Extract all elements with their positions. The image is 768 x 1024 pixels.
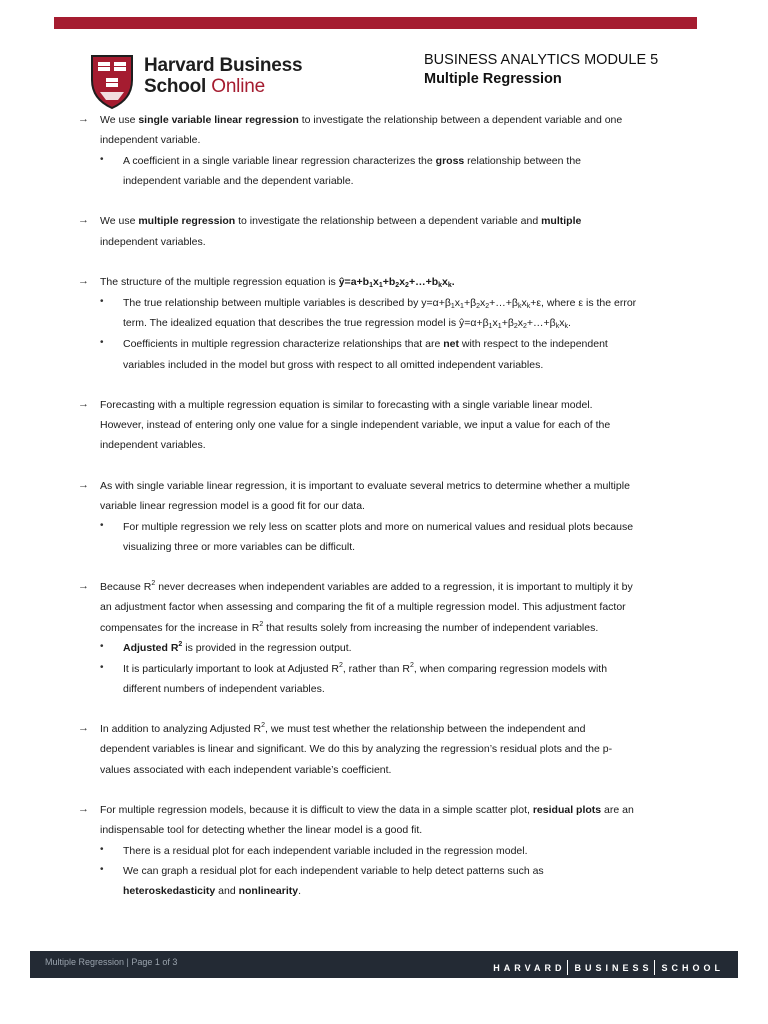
bullet-line: It is particularly important to look at Adjusted $R^2$, rather than $R^2$, when comparing regression models with [123, 662, 608, 675]
arrow-icon: → [78, 398, 89, 410]
bullet-line: term. The idealized equation that describes the true regression model is $ŷ=\alpha+\beta_1x_1+\beta_2x_2+\dots+\beta_kx_k$. [123, 317, 571, 330]
paragraph-line: As with single variable linear regression, it is important to evaluate several metrics to determine whether a multiple [100, 480, 630, 492]
bullet-icon: • [100, 296, 104, 307]
bullet-icon: • [100, 864, 104, 875]
page-footer [30, 951, 738, 978]
arrow-icon: → [78, 113, 89, 125]
page-title: Multiple Regression [424, 71, 562, 87]
bullet-icon: • [100, 844, 104, 855]
bullet-line: visualizing three or more variables can be difficult. [123, 541, 356, 553]
paragraph-line: independent variables. [100, 236, 206, 248]
bullet-line: Adjusted $R^2$ is provided in the regression output. [123, 641, 352, 654]
bullet-icon: • [100, 662, 104, 673]
bullet-icon: • [100, 641, 104, 652]
paragraph-line: dependent variables is linear and significant. We do this by analyzing the regression’s residual plots and the p- [100, 743, 613, 755]
bullet-line: independent variable and the dependent variable. [123, 175, 354, 187]
paragraph-line: We use single variable linear regression to investigate the relationship between a dependent variable and one [100, 114, 623, 126]
footer-page-info: Multiple Regression | Page 1 of 3 [45, 957, 178, 967]
paragraph-line: variable linear regression model is a good fit for our data. [100, 500, 365, 512]
arrow-icon: → [78, 803, 89, 815]
bullet-line: Coefficients in multiple regression characterize relationships that are net with respect to the independent [123, 338, 608, 350]
bullet-line: For multiple regression we rely less on scatter plots and more on numerical values and residual plots because [123, 521, 634, 533]
bullet-line: heteroskedasticity and nonlinearity. [123, 885, 302, 897]
paragraph-line: However, instead of entering only one value for a single independent variable, we input a value for each of the [100, 419, 611, 431]
paragraph-line: We use multiple regression to investigate the relationship between a dependent variable and multiple [100, 215, 582, 227]
paragraph-line: In addition to analyzing Adjusted $R^2$, we must test whether the relationship between the independent and [100, 722, 586, 735]
arrow-icon: → [78, 580, 89, 592]
bullet-line: variables included in the model but gross with respect to all omitted independent variables. [123, 359, 544, 371]
module-heading: BUSINESS ANALYTICS MODULE 5 [424, 52, 659, 68]
bullet-icon: • [100, 520, 104, 531]
paragraph-line: indispensable tool for detecting whether the linear model is a good fit. [100, 824, 423, 836]
bullet-line: different numbers of independent variables. [123, 683, 325, 695]
bullet-icon: • [100, 337, 104, 348]
regression-equation: $ŷ=a+b_1x_1+b_2x_2+\dots+b_kx_k$. [338, 276, 455, 289]
paragraph-line: independent variable. [100, 134, 201, 146]
logo-text-line2: School Online [144, 76, 265, 97]
paragraph-line: Forecasting with a multiple regression equation is similar to forecasting with a single variable linear model. [100, 399, 593, 411]
paragraph-line: compensates for the increase in $R^2$ that results solely from increasing the number of independent variables. [100, 621, 599, 634]
arrow-icon: → [78, 214, 89, 226]
arrow-icon: → [78, 479, 89, 491]
bullet-line: There is a residual plot for each independent variable included in the regression model. [123, 845, 528, 857]
bullet-icon: • [100, 154, 104, 165]
footer-hbs-wordmark: HARVARD BUSINESS SCHOOL [493, 960, 724, 975]
paragraph-line: an adjustment factor when assessing and comparing the fit of a multiple regression model. This adjustment factor [100, 601, 626, 613]
bullet-line: A coefficient in a single variable linear regression characterizes the gross relationship between the [123, 155, 581, 167]
logo-text-line1: Harvard Business [144, 55, 303, 76]
paragraph-line: The structure of the multiple regression equation is $ŷ=a+b_1x_1+b_2x_2+\dots+b_kx_k$. [100, 276, 455, 289]
arrow-icon: → [78, 722, 89, 734]
paragraph-line: Because $R^2$ never decreases when independent variables are added to a regression, it is important to multiply it by [100, 580, 633, 593]
paragraph-line: values associated with each independent variable’s coefficient. [100, 764, 392, 776]
paragraph-line: For multiple regression models, because it is difficult to view the data in a simple scatter plot, residual plots are an [100, 804, 634, 816]
bullet-line: We can graph a residual plot for each independent variable to help detect patterns such as [123, 865, 544, 877]
arrow-icon: → [78, 275, 89, 287]
paragraph-line: independent variables. [100, 439, 206, 451]
bullet-line: The true relationship between multiple variables is described by $y=\alpha+\beta_1x_1+\beta_2x_2+\dots+\beta_kx_k+\varepsilon$, where ε is the error [123, 297, 637, 310]
